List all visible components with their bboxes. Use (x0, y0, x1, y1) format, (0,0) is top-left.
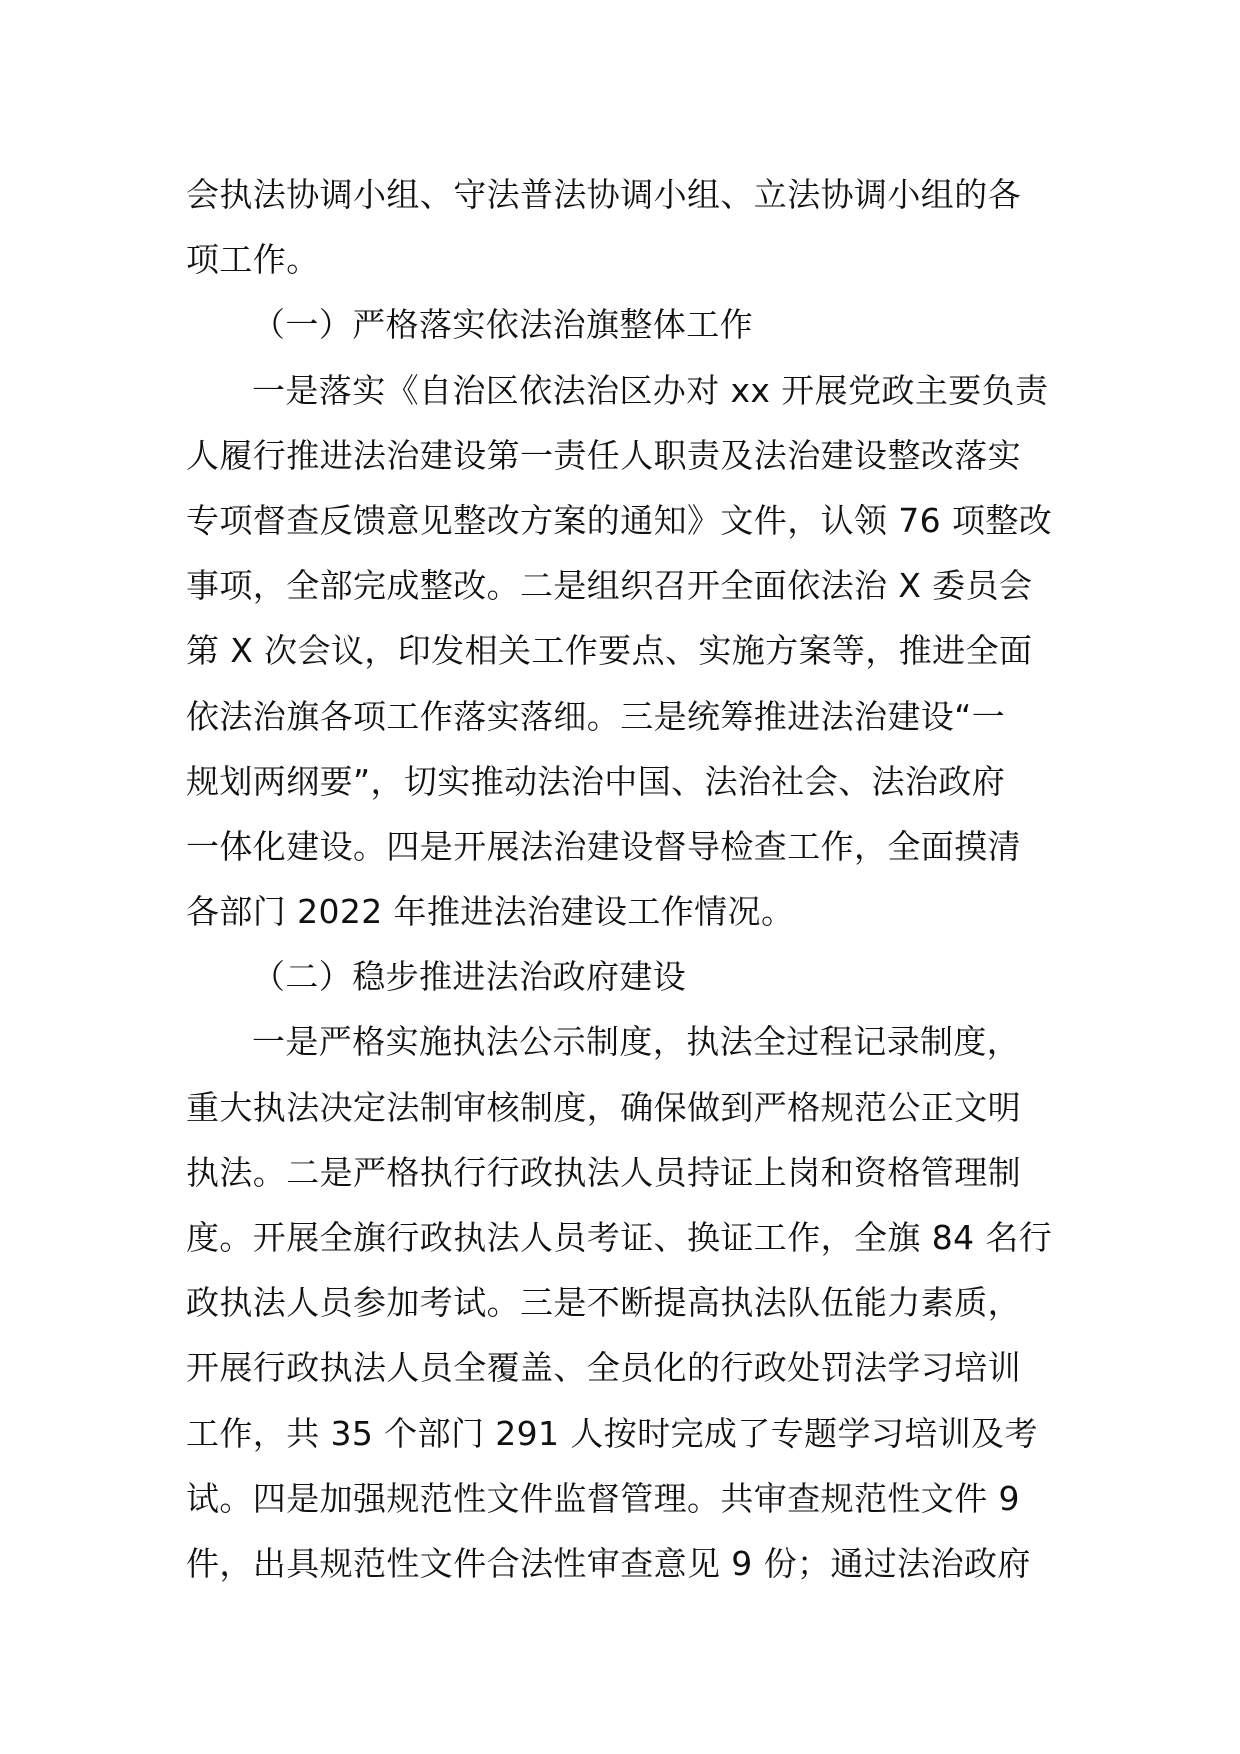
paragraph-start: 一是严格实施执法公示制度，执法全过程记录制度， (252, 1022, 1021, 1062)
text-line: 件，出具规范性文件合法性审查意见 9 份；通过法治政府 (186, 1543, 1031, 1583)
text-line: 重大执法决定法制审核制度，确保做到严格规范公正文明 (186, 1087, 1021, 1127)
text-line: 依法治旗各项工作落实落细。三是统筹推进法治建设“一 (186, 696, 1006, 736)
text-line: 会执法协调小组、守法普法协调小组、立法协调小组的各 (186, 175, 1021, 214)
text-line: 人履行推进法治建设第一责任人职责及法治建设整改落实 (186, 435, 1021, 475)
text-line: 执法。二是严格执行行政执法人员持证上岗和资格管理制 (186, 1152, 1021, 1192)
text-line: 事项，全部完成整改。二是组织召开全面依法治 X 委员会 (186, 566, 1033, 606)
text-line: 项工作。 (186, 240, 320, 280)
text-line: 度。开展全旗行政执法人员考证、换证工作，全旗 84 名行 (186, 1218, 1053, 1257)
text-line: 试。四是加强规范性文件监督管理。共审查规范性文件 9 (186, 1478, 1020, 1518)
document-body (186, 162, 1056, 1596)
text-line: 第 X 次会议，印发相关工作要点、实施方案等，推进全面 (186, 631, 1033, 671)
paragraph-start: 一是落实《自治区依法治区办对 xx 开展党政主要负责 (252, 370, 1049, 410)
text-line: 专项督查反馈意见整改方案的通知》文件，认领 76 项整改 (186, 500, 1053, 540)
text-line: 各部门 2022 年推进法治建设工作情况。 (186, 892, 795, 932)
text-line: 开展行政执法人员全覆盖、全员化的行政处罚法学习培训 (186, 1348, 1021, 1388)
text-line: 一体化建设。四是开展法治建设督导检查工作，全面摸清 (186, 826, 1021, 866)
text-line: 工作，共 35 个部门 291 人按时完成了专题学习培训及考 (186, 1413, 1038, 1453)
text-line: 政执法人员参加考试。三是不断提高执法队伍能力素质， (186, 1283, 1021, 1323)
section-heading-2: （二）稳步推进法治政府建设 (252, 957, 687, 997)
section-heading-1: （一）严格落实依法治旗整体工作 (252, 305, 753, 345)
text-line: 规划两纲要”，切实推动法治中国、法治社会、法治政府 (186, 761, 1006, 801)
